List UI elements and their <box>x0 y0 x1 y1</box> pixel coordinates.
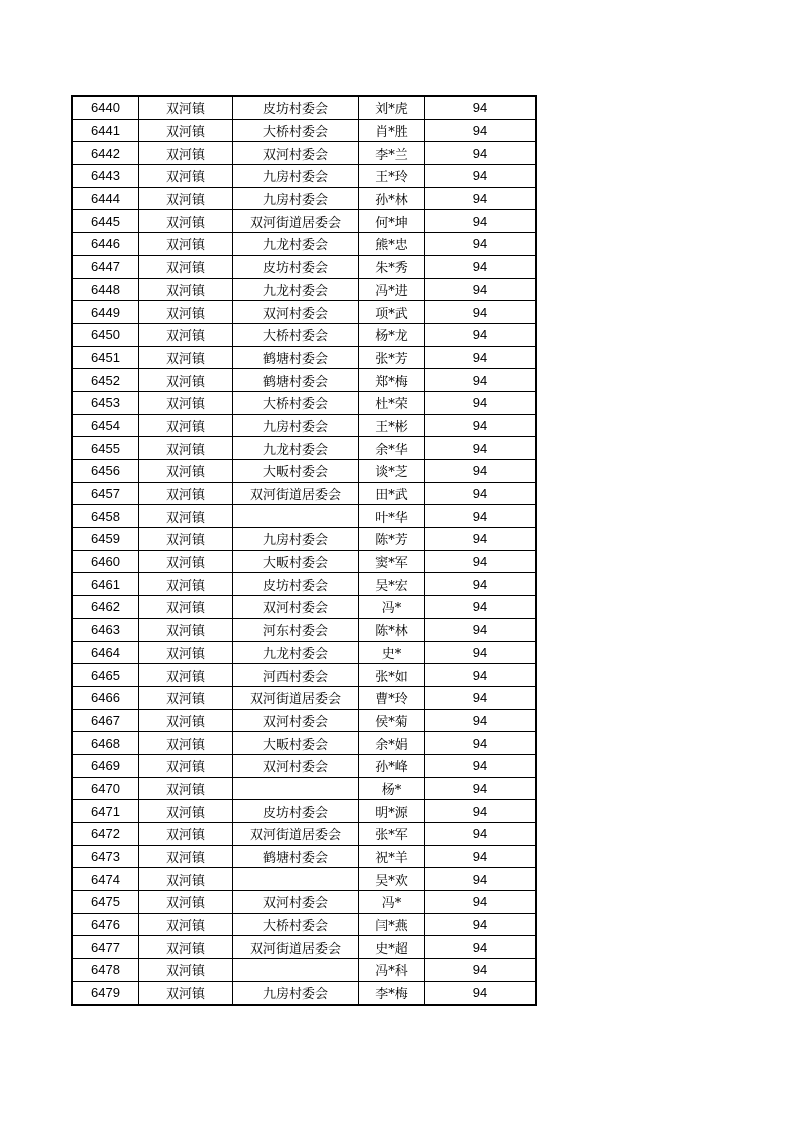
id-cell: 6452 <box>73 369 139 392</box>
id-cell: 6472 <box>73 823 139 846</box>
table-row <box>73 709 536 732</box>
table-row <box>73 777 536 800</box>
name-cell: 冯*进 <box>359 278 425 301</box>
score-cell: 94 <box>425 528 536 551</box>
village-cell: 双河街道居委会 <box>233 936 359 959</box>
score-cell: 94 <box>425 346 536 369</box>
name-cell: 余*华 <box>359 437 425 460</box>
town-cell: 双河镇 <box>139 845 233 868</box>
village-cell: 皮坊村委会 <box>233 97 359 120</box>
town-cell: 双河镇 <box>139 641 233 664</box>
table-row <box>73 913 536 936</box>
score-cell: 94 <box>425 823 536 846</box>
id-cell: 6454 <box>73 414 139 437</box>
name-cell: 曹*玲 <box>359 686 425 709</box>
id-cell: 6453 <box>73 391 139 414</box>
score-cell: 94 <box>425 550 536 573</box>
id-cell: 6476 <box>73 913 139 936</box>
village-cell: 鹤塘村委会 <box>233 845 359 868</box>
table-row <box>73 460 536 483</box>
village-cell: 九龙村委会 <box>233 437 359 460</box>
roster-table-body <box>73 97 536 1005</box>
score-cell: 94 <box>425 369 536 392</box>
id-cell: 6451 <box>73 346 139 369</box>
town-cell: 双河镇 <box>139 981 233 1004</box>
village-cell <box>233 505 359 528</box>
id-cell: 6459 <box>73 528 139 551</box>
score-cell: 94 <box>425 618 536 641</box>
id-cell: 6462 <box>73 596 139 619</box>
table-row <box>73 278 536 301</box>
table-row <box>73 233 536 256</box>
name-cell: 孙*林 <box>359 187 425 210</box>
name-cell: 刘*虎 <box>359 97 425 120</box>
table-row <box>73 618 536 641</box>
id-cell: 6464 <box>73 641 139 664</box>
table-row <box>73 845 536 868</box>
table-row <box>73 732 536 755</box>
id-cell: 6469 <box>73 754 139 777</box>
name-cell: 李*兰 <box>359 142 425 165</box>
id-cell: 6441 <box>73 119 139 142</box>
town-cell: 双河镇 <box>139 233 233 256</box>
town-cell: 双河镇 <box>139 165 233 188</box>
score-cell: 94 <box>425 255 536 278</box>
table-row <box>73 823 536 846</box>
table-row <box>73 550 536 573</box>
name-cell: 明*源 <box>359 800 425 823</box>
village-cell: 大桥村委会 <box>233 119 359 142</box>
name-cell: 熊*忠 <box>359 233 425 256</box>
name-cell: 窦*军 <box>359 550 425 573</box>
table-row <box>73 391 536 414</box>
table-row <box>73 891 536 914</box>
id-cell: 6463 <box>73 618 139 641</box>
score-cell: 94 <box>425 233 536 256</box>
id-cell: 6446 <box>73 233 139 256</box>
village-cell: 九龙村委会 <box>233 641 359 664</box>
name-cell: 余*娟 <box>359 732 425 755</box>
table-row <box>73 800 536 823</box>
village-cell <box>233 959 359 982</box>
table-row <box>73 187 536 210</box>
id-cell: 6456 <box>73 460 139 483</box>
village-cell: 大桥村委会 <box>233 913 359 936</box>
id-cell: 6448 <box>73 278 139 301</box>
score-cell: 94 <box>425 936 536 959</box>
village-cell: 双河街道居委会 <box>233 482 359 505</box>
village-cell: 皮坊村委会 <box>233 800 359 823</box>
id-cell: 6447 <box>73 255 139 278</box>
name-cell: 孙*峰 <box>359 754 425 777</box>
score-cell: 94 <box>425 414 536 437</box>
name-cell: 项*武 <box>359 301 425 324</box>
village-cell: 双河街道居委会 <box>233 823 359 846</box>
id-cell: 6460 <box>73 550 139 573</box>
table-row <box>73 482 536 505</box>
name-cell: 杨* <box>359 777 425 800</box>
name-cell: 陈*芳 <box>359 528 425 551</box>
village-cell: 双河村委会 <box>233 709 359 732</box>
id-cell: 6465 <box>73 664 139 687</box>
id-cell: 6443 <box>73 165 139 188</box>
table-row <box>73 959 536 982</box>
id-cell: 6467 <box>73 709 139 732</box>
town-cell: 双河镇 <box>139 936 233 959</box>
town-cell: 双河镇 <box>139 278 233 301</box>
name-cell: 史* <box>359 641 425 664</box>
id-cell: 6471 <box>73 800 139 823</box>
score-cell: 94 <box>425 641 536 664</box>
score-cell: 94 <box>425 800 536 823</box>
village-cell: 九龙村委会 <box>233 233 359 256</box>
id-cell: 6475 <box>73 891 139 914</box>
town-cell: 双河镇 <box>139 573 233 596</box>
name-cell: 谈*芝 <box>359 460 425 483</box>
table-row <box>73 369 536 392</box>
town-cell: 双河镇 <box>139 732 233 755</box>
village-cell: 大畈村委会 <box>233 550 359 573</box>
village-cell <box>233 868 359 891</box>
score-cell: 94 <box>425 119 536 142</box>
village-cell: 大畈村委会 <box>233 732 359 755</box>
village-cell: 九房村委会 <box>233 981 359 1004</box>
name-cell: 祝*羊 <box>359 845 425 868</box>
score-cell: 94 <box>425 709 536 732</box>
village-cell: 河东村委会 <box>233 618 359 641</box>
village-cell: 河西村委会 <box>233 664 359 687</box>
id-cell: 6479 <box>73 981 139 1004</box>
village-cell: 皮坊村委会 <box>233 573 359 596</box>
table-row <box>73 664 536 687</box>
table-row <box>73 119 536 142</box>
id-cell: 6473 <box>73 845 139 868</box>
id-cell: 6445 <box>73 210 139 233</box>
table-row <box>73 596 536 619</box>
table-row <box>73 868 536 891</box>
village-cell: 双河村委会 <box>233 142 359 165</box>
id-cell: 6457 <box>73 482 139 505</box>
score-cell: 94 <box>425 97 536 120</box>
score-cell: 94 <box>425 505 536 528</box>
village-cell: 皮坊村委会 <box>233 255 359 278</box>
town-cell: 双河镇 <box>139 777 233 800</box>
village-cell: 大桥村委会 <box>233 391 359 414</box>
name-cell: 王*彬 <box>359 414 425 437</box>
name-cell: 杜*荣 <box>359 391 425 414</box>
town-cell: 双河镇 <box>139 460 233 483</box>
table-row <box>73 641 536 664</box>
id-cell: 6444 <box>73 187 139 210</box>
name-cell: 冯* <box>359 891 425 914</box>
village-cell: 双河街道居委会 <box>233 210 359 233</box>
town-cell: 双河镇 <box>139 414 233 437</box>
table-row <box>73 686 536 709</box>
town-cell: 双河镇 <box>139 119 233 142</box>
score-cell: 94 <box>425 596 536 619</box>
town-cell: 双河镇 <box>139 550 233 573</box>
town-cell: 双河镇 <box>139 686 233 709</box>
town-cell: 双河镇 <box>139 142 233 165</box>
name-cell: 何*坤 <box>359 210 425 233</box>
score-cell: 94 <box>425 891 536 914</box>
score-cell: 94 <box>425 686 536 709</box>
village-cell: 九房村委会 <box>233 414 359 437</box>
village-cell: 九龙村委会 <box>233 278 359 301</box>
id-cell: 6477 <box>73 936 139 959</box>
town-cell: 双河镇 <box>139 709 233 732</box>
village-cell: 九房村委会 <box>233 165 359 188</box>
score-cell: 94 <box>425 391 536 414</box>
town-cell: 双河镇 <box>139 618 233 641</box>
town-cell: 双河镇 <box>139 596 233 619</box>
village-cell: 双河村委会 <box>233 754 359 777</box>
name-cell: 吴*欢 <box>359 868 425 891</box>
town-cell: 双河镇 <box>139 528 233 551</box>
town-cell: 双河镇 <box>139 664 233 687</box>
score-cell: 94 <box>425 981 536 1004</box>
village-cell: 双河村委会 <box>233 891 359 914</box>
id-cell: 6450 <box>73 323 139 346</box>
village-cell: 大桥村委会 <box>233 323 359 346</box>
score-cell: 94 <box>425 868 536 891</box>
score-cell: 94 <box>425 913 536 936</box>
table-row <box>73 165 536 188</box>
town-cell: 双河镇 <box>139 913 233 936</box>
score-cell: 94 <box>425 142 536 165</box>
town-cell: 双河镇 <box>139 301 233 324</box>
town-cell: 双河镇 <box>139 800 233 823</box>
name-cell: 杨*龙 <box>359 323 425 346</box>
id-cell: 6466 <box>73 686 139 709</box>
score-cell: 94 <box>425 437 536 460</box>
village-cell <box>233 777 359 800</box>
village-cell: 鹤塘村委会 <box>233 369 359 392</box>
name-cell: 冯* <box>359 596 425 619</box>
id-cell: 6474 <box>73 868 139 891</box>
town-cell: 双河镇 <box>139 187 233 210</box>
table-row <box>73 210 536 233</box>
id-cell: 6455 <box>73 437 139 460</box>
name-cell: 史*超 <box>359 936 425 959</box>
id-cell: 6458 <box>73 505 139 528</box>
town-cell: 双河镇 <box>139 255 233 278</box>
town-cell: 双河镇 <box>139 346 233 369</box>
town-cell: 双河镇 <box>139 959 233 982</box>
score-cell: 94 <box>425 777 536 800</box>
score-cell: 94 <box>425 959 536 982</box>
name-cell: 侯*菊 <box>359 709 425 732</box>
id-cell: 6461 <box>73 573 139 596</box>
village-cell: 大畈村委会 <box>233 460 359 483</box>
table-row <box>73 323 536 346</box>
name-cell: 肖*胜 <box>359 119 425 142</box>
table-row <box>73 97 536 120</box>
table-row <box>73 142 536 165</box>
town-cell: 双河镇 <box>139 323 233 346</box>
table-row <box>73 414 536 437</box>
town-cell: 双河镇 <box>139 369 233 392</box>
roster-table <box>72 96 536 1005</box>
name-cell: 冯*科 <box>359 959 425 982</box>
name-cell: 李*梅 <box>359 981 425 1004</box>
score-cell: 94 <box>425 165 536 188</box>
table-row <box>73 936 536 959</box>
name-cell: 陈*林 <box>359 618 425 641</box>
table-row <box>73 255 536 278</box>
village-cell: 九房村委会 <box>233 528 359 551</box>
town-cell: 双河镇 <box>139 891 233 914</box>
town-cell: 双河镇 <box>139 437 233 460</box>
town-cell: 双河镇 <box>139 391 233 414</box>
score-cell: 94 <box>425 732 536 755</box>
score-cell: 94 <box>425 210 536 233</box>
score-cell: 94 <box>425 754 536 777</box>
score-cell: 94 <box>425 573 536 596</box>
town-cell: 双河镇 <box>139 823 233 846</box>
town-cell: 双河镇 <box>139 97 233 120</box>
table-row <box>73 505 536 528</box>
id-cell: 6442 <box>73 142 139 165</box>
village-cell: 鹤塘村委会 <box>233 346 359 369</box>
name-cell: 张*军 <box>359 823 425 846</box>
village-cell: 双河村委会 <box>233 596 359 619</box>
score-cell: 94 <box>425 187 536 210</box>
id-cell: 6470 <box>73 777 139 800</box>
score-cell: 94 <box>425 323 536 346</box>
score-cell: 94 <box>425 460 536 483</box>
score-cell: 94 <box>425 301 536 324</box>
score-cell: 94 <box>425 845 536 868</box>
table-row <box>73 981 536 1004</box>
village-cell: 九房村委会 <box>233 187 359 210</box>
table-row <box>73 573 536 596</box>
town-cell: 双河镇 <box>139 754 233 777</box>
name-cell: 闫*燕 <box>359 913 425 936</box>
town-cell: 双河镇 <box>139 210 233 233</box>
town-cell: 双河镇 <box>139 482 233 505</box>
id-cell: 6440 <box>73 97 139 120</box>
name-cell: 朱*秀 <box>359 255 425 278</box>
name-cell: 王*玲 <box>359 165 425 188</box>
score-cell: 94 <box>425 482 536 505</box>
table-row <box>73 528 536 551</box>
village-cell: 双河街道居委会 <box>233 686 359 709</box>
id-cell: 6468 <box>73 732 139 755</box>
score-cell: 94 <box>425 278 536 301</box>
name-cell: 吴*宏 <box>359 573 425 596</box>
name-cell: 张*如 <box>359 664 425 687</box>
id-cell: 6449 <box>73 301 139 324</box>
table-row <box>73 301 536 324</box>
table-row <box>73 754 536 777</box>
name-cell: 田*武 <box>359 482 425 505</box>
table-row <box>73 437 536 460</box>
id-cell: 6478 <box>73 959 139 982</box>
score-cell: 94 <box>425 664 536 687</box>
table-row <box>73 346 536 369</box>
town-cell: 双河镇 <box>139 868 233 891</box>
name-cell: 叶*华 <box>359 505 425 528</box>
village-cell: 双河村委会 <box>233 301 359 324</box>
name-cell: 张*芳 <box>359 346 425 369</box>
name-cell: 郑*梅 <box>359 369 425 392</box>
town-cell: 双河镇 <box>139 505 233 528</box>
